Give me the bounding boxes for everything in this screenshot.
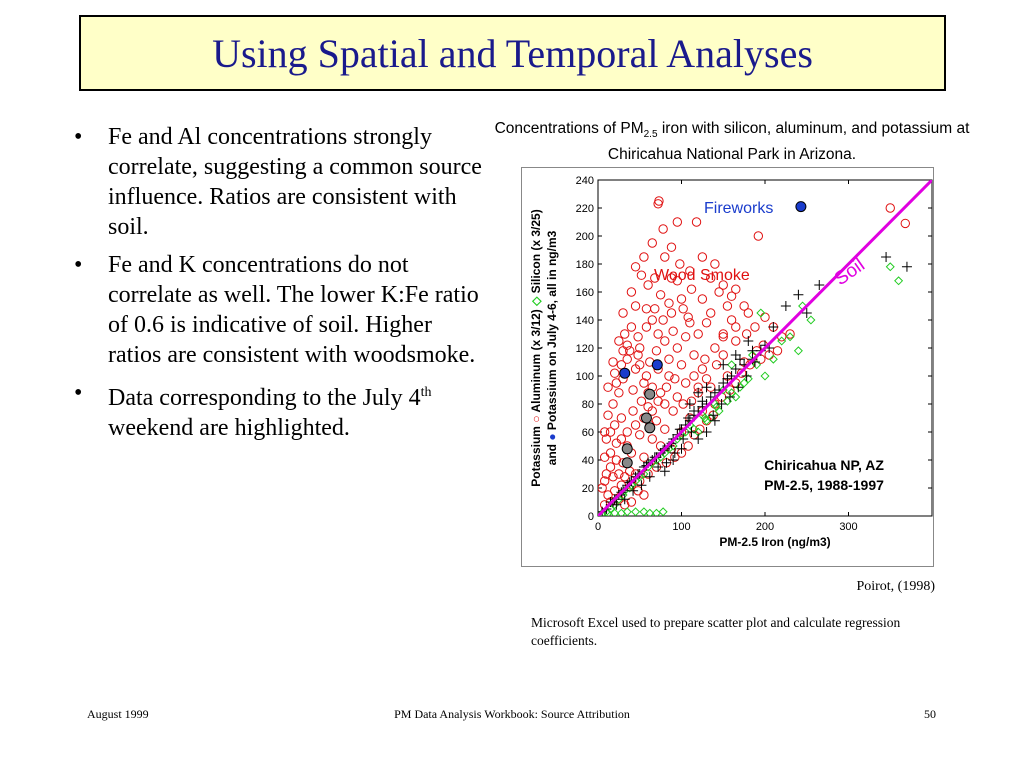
y-tick-label: 20 bbox=[581, 483, 594, 495]
potassium-point bbox=[773, 347, 781, 355]
potassium-point bbox=[615, 389, 623, 397]
potassium-point bbox=[702, 319, 710, 327]
potassium-point bbox=[677, 295, 685, 303]
silicon-point bbox=[668, 455, 678, 465]
potassium-point bbox=[732, 285, 740, 293]
aluminum-point bbox=[632, 508, 640, 516]
y-tick-label: 100 bbox=[575, 371, 594, 383]
silicon-point bbox=[685, 399, 695, 409]
silicon-point bbox=[677, 444, 687, 454]
y-tick-label: 180 bbox=[575, 259, 594, 271]
potassium-point bbox=[673, 218, 681, 226]
potassium-point bbox=[654, 200, 662, 208]
site-label-line1: Chiricahua NP, AZ bbox=[764, 457, 884, 473]
y-axis-label-part: and bbox=[545, 440, 559, 466]
potassium-point bbox=[901, 219, 909, 227]
x-tick-label: 0 bbox=[594, 521, 602, 533]
potassium-point bbox=[611, 369, 619, 377]
silicon-point bbox=[733, 382, 743, 392]
potassium-point bbox=[631, 302, 639, 310]
bullet-list bbox=[70, 122, 490, 451]
potassium-point bbox=[665, 355, 673, 363]
potassium-point bbox=[612, 379, 620, 387]
title-box bbox=[79, 15, 946, 91]
silicon-point bbox=[702, 382, 712, 392]
potassium-point bbox=[659, 225, 667, 233]
y-tick-label: 0 bbox=[587, 511, 594, 523]
july4-point bbox=[641, 413, 651, 423]
potassium-point bbox=[609, 358, 617, 366]
potassium-point bbox=[606, 449, 614, 457]
potassium-point bbox=[662, 383, 670, 391]
site-label-line2: PM-2.5, 1988-1997 bbox=[764, 477, 884, 493]
potassium-point bbox=[627, 288, 635, 296]
potassium-point bbox=[642, 305, 650, 313]
potassium-point bbox=[644, 281, 652, 289]
potassium-point bbox=[648, 435, 656, 443]
aluminum-point bbox=[795, 347, 803, 355]
potassium-point bbox=[606, 463, 614, 471]
y-tick-label: 120 bbox=[575, 343, 594, 355]
y-tick-label: 200 bbox=[575, 231, 594, 243]
y-axis-label-part: Aluminum (x 3/12) bbox=[529, 305, 543, 413]
bullet-dot-icon: • bbox=[74, 124, 83, 150]
fireworks-annotation: Fireworks bbox=[704, 200, 774, 217]
aluminum-point bbox=[807, 316, 815, 324]
july4-point bbox=[652, 360, 662, 370]
potassium-point bbox=[677, 361, 685, 369]
potassium-point bbox=[754, 232, 762, 240]
silicon-point bbox=[693, 434, 703, 444]
potassium-point bbox=[621, 330, 629, 338]
potassium-point bbox=[661, 253, 669, 261]
bullet-text: Fe and K concentrations do not correlate as well. The lower K:Fe ratio of 0.6 is indicative of soil. Higher ratios are consistent with woodsmoke. bbox=[108, 252, 479, 368]
potassium-point bbox=[732, 323, 740, 331]
silicon-point bbox=[735, 354, 745, 364]
potassium-point bbox=[694, 330, 702, 338]
potassium-point bbox=[665, 299, 673, 307]
silicon-point bbox=[781, 301, 791, 311]
potassium-point bbox=[648, 316, 656, 324]
potassium-point bbox=[742, 330, 750, 338]
potassium-point bbox=[652, 347, 660, 355]
silicon-point bbox=[660, 466, 670, 476]
y-axis-label-part: Potassium on July 4-6, all in ng/m3 bbox=[545, 230, 559, 431]
y-axis-label-part: Potassium bbox=[529, 422, 543, 487]
silicon-point bbox=[902, 262, 912, 272]
potassium-point bbox=[786, 330, 794, 338]
potassium-point bbox=[661, 337, 669, 345]
y-axis-label-line bbox=[545, 230, 559, 465]
silicon-point bbox=[881, 252, 891, 262]
slide-title: Using Spatial and Temporal Analyses bbox=[212, 30, 813, 76]
potassium-point bbox=[701, 355, 709, 363]
silicon-point bbox=[768, 322, 778, 332]
y-axis-label-part: Silicon (x 3/25) bbox=[529, 209, 543, 294]
july4-point bbox=[645, 423, 655, 433]
potassium-point bbox=[687, 285, 695, 293]
bullet-superscript: th bbox=[420, 385, 432, 400]
citation: Poirot, (1998) bbox=[856, 579, 935, 594]
potassium-point bbox=[604, 411, 612, 419]
potassium-point bbox=[648, 239, 656, 247]
july4-point bbox=[645, 389, 655, 399]
x-tick-label: 300 bbox=[839, 521, 858, 533]
potassium-point bbox=[642, 372, 650, 380]
y-tick-label: 240 bbox=[575, 175, 594, 187]
caption-sub: 2.5 bbox=[643, 129, 658, 141]
potassium-point bbox=[684, 313, 692, 321]
silicon-point bbox=[710, 416, 720, 426]
footer-title: PM Data Analysis Workbook: Source Attribution bbox=[394, 707, 630, 721]
potassium-point bbox=[667, 309, 675, 317]
y-tick-label: 60 bbox=[581, 427, 594, 439]
potassium-point bbox=[651, 305, 659, 313]
y-tick-label: 160 bbox=[575, 287, 594, 299]
potassium-point bbox=[652, 417, 660, 425]
potassium-point bbox=[627, 323, 635, 331]
potassium-point bbox=[636, 431, 644, 439]
potassium-point bbox=[707, 309, 715, 317]
potassium-point bbox=[631, 263, 639, 271]
potassium-point bbox=[732, 337, 740, 345]
footer-date: August 1999 bbox=[87, 707, 149, 721]
chart-caption bbox=[482, 119, 982, 165]
potassium-point bbox=[609, 400, 617, 408]
potassium-point bbox=[692, 218, 700, 226]
july4-point bbox=[622, 444, 632, 454]
potassium-point bbox=[886, 204, 894, 212]
potassium-point bbox=[673, 393, 681, 401]
y-axis-label-part: ◇ bbox=[529, 293, 543, 306]
july4-point bbox=[622, 458, 632, 468]
potassium-point bbox=[723, 302, 731, 310]
potassium-point bbox=[686, 319, 694, 327]
potassium-point bbox=[604, 383, 612, 391]
potassium-point bbox=[637, 397, 645, 405]
silicon-point bbox=[731, 350, 741, 360]
bullet-item bbox=[70, 250, 490, 370]
potassium-point bbox=[711, 344, 719, 352]
potassium-point bbox=[690, 351, 698, 359]
caption-part1: Concentrations of PM bbox=[494, 120, 644, 137]
silicon-point bbox=[725, 392, 735, 402]
y-axis-label-part: ○ bbox=[529, 412, 543, 423]
potassium-point bbox=[623, 428, 631, 436]
aluminum-point bbox=[728, 361, 736, 369]
potassium-point bbox=[629, 386, 637, 394]
potassium-point bbox=[681, 379, 689, 387]
x-axis-label: PM-2.5 Iron (ng/m3) bbox=[719, 535, 831, 549]
y-axis-label-line bbox=[529, 209, 543, 486]
bullet-dot-icon: • bbox=[74, 380, 83, 406]
potassium-point bbox=[744, 309, 752, 317]
bullet-text-end: weekend are highlighted. bbox=[108, 415, 350, 441]
y-tick-label: 80 bbox=[581, 399, 594, 411]
potassium-point bbox=[761, 313, 769, 321]
potassium-point bbox=[679, 305, 687, 313]
bullet-item bbox=[70, 122, 490, 242]
potassium-point bbox=[640, 253, 648, 261]
potassium-point bbox=[698, 365, 706, 373]
potassium-point bbox=[629, 407, 637, 415]
potassium-point bbox=[669, 327, 677, 335]
potassium-point bbox=[667, 243, 675, 251]
silicon-point bbox=[702, 427, 712, 437]
silicon-point bbox=[793, 290, 803, 300]
potassium-point bbox=[619, 309, 627, 317]
aluminum-point bbox=[895, 277, 903, 285]
potassium-point bbox=[661, 425, 669, 433]
potassium-point bbox=[634, 333, 642, 341]
scatter-chart bbox=[521, 167, 934, 567]
potassium-point bbox=[698, 295, 706, 303]
silicon-point bbox=[718, 360, 728, 370]
x-tick-label: 100 bbox=[672, 521, 691, 533]
y-axis-label-part: ● bbox=[545, 430, 559, 441]
potassium-point bbox=[751, 323, 759, 331]
potassium-point bbox=[615, 337, 623, 345]
aluminum-point bbox=[659, 508, 667, 516]
potassium-point bbox=[690, 372, 698, 380]
silicon-point bbox=[645, 472, 655, 482]
potassium-point bbox=[623, 341, 631, 349]
bullet-text: Data corresponding to the July 4 bbox=[108, 385, 421, 411]
silicon-point bbox=[636, 480, 646, 490]
y-tick-label: 40 bbox=[581, 455, 594, 467]
silicon-point bbox=[697, 396, 707, 406]
potassium-point bbox=[702, 375, 710, 383]
potassium-point bbox=[659, 316, 667, 324]
potassium-point bbox=[617, 414, 625, 422]
potassium-point bbox=[656, 291, 664, 299]
potassium-point bbox=[640, 491, 648, 499]
potassium-point bbox=[669, 407, 677, 415]
excel-note: Microsoft Excel used to prepare scatter plot and calculate regression coefficients. bbox=[531, 615, 901, 648]
aluminum-point bbox=[886, 263, 894, 271]
soil-annotation: Soil bbox=[830, 254, 869, 291]
bullet-item bbox=[70, 378, 490, 443]
aluminum-point bbox=[761, 372, 769, 380]
potassium-point bbox=[637, 271, 645, 279]
potassium-point bbox=[642, 323, 650, 331]
y-tick-label: 140 bbox=[575, 315, 594, 327]
potassium-point bbox=[631, 421, 639, 429]
potassium-point bbox=[719, 351, 727, 359]
silicon-point bbox=[687, 427, 697, 437]
july4-point bbox=[796, 202, 806, 212]
silicon-point bbox=[670, 448, 680, 458]
x-tick-label: 200 bbox=[755, 521, 775, 533]
y-tick-label: 220 bbox=[575, 203, 594, 215]
wood-smoke-annotation: Wood Smoke bbox=[654, 267, 750, 284]
potassium-point bbox=[681, 333, 689, 341]
potassium-point bbox=[673, 344, 681, 352]
potassium-point bbox=[698, 253, 706, 261]
july4-point bbox=[620, 368, 630, 378]
bullet-dot-icon: • bbox=[74, 252, 83, 278]
chart-svg bbox=[522, 168, 935, 568]
potassium-point bbox=[600, 453, 608, 461]
caption-part2: iron with silicon, aluminum, and potassium at Chiricahua National Park in Arizona. bbox=[607, 120, 970, 164]
potassium-point bbox=[654, 330, 662, 338]
potassium-point bbox=[640, 453, 648, 461]
bullet-text: Fe and Al concentrations strongly correlate, suggesting a common source influence. Ratios are consistent with soil. bbox=[108, 124, 482, 240]
footer-page-number: 50 bbox=[924, 707, 936, 721]
